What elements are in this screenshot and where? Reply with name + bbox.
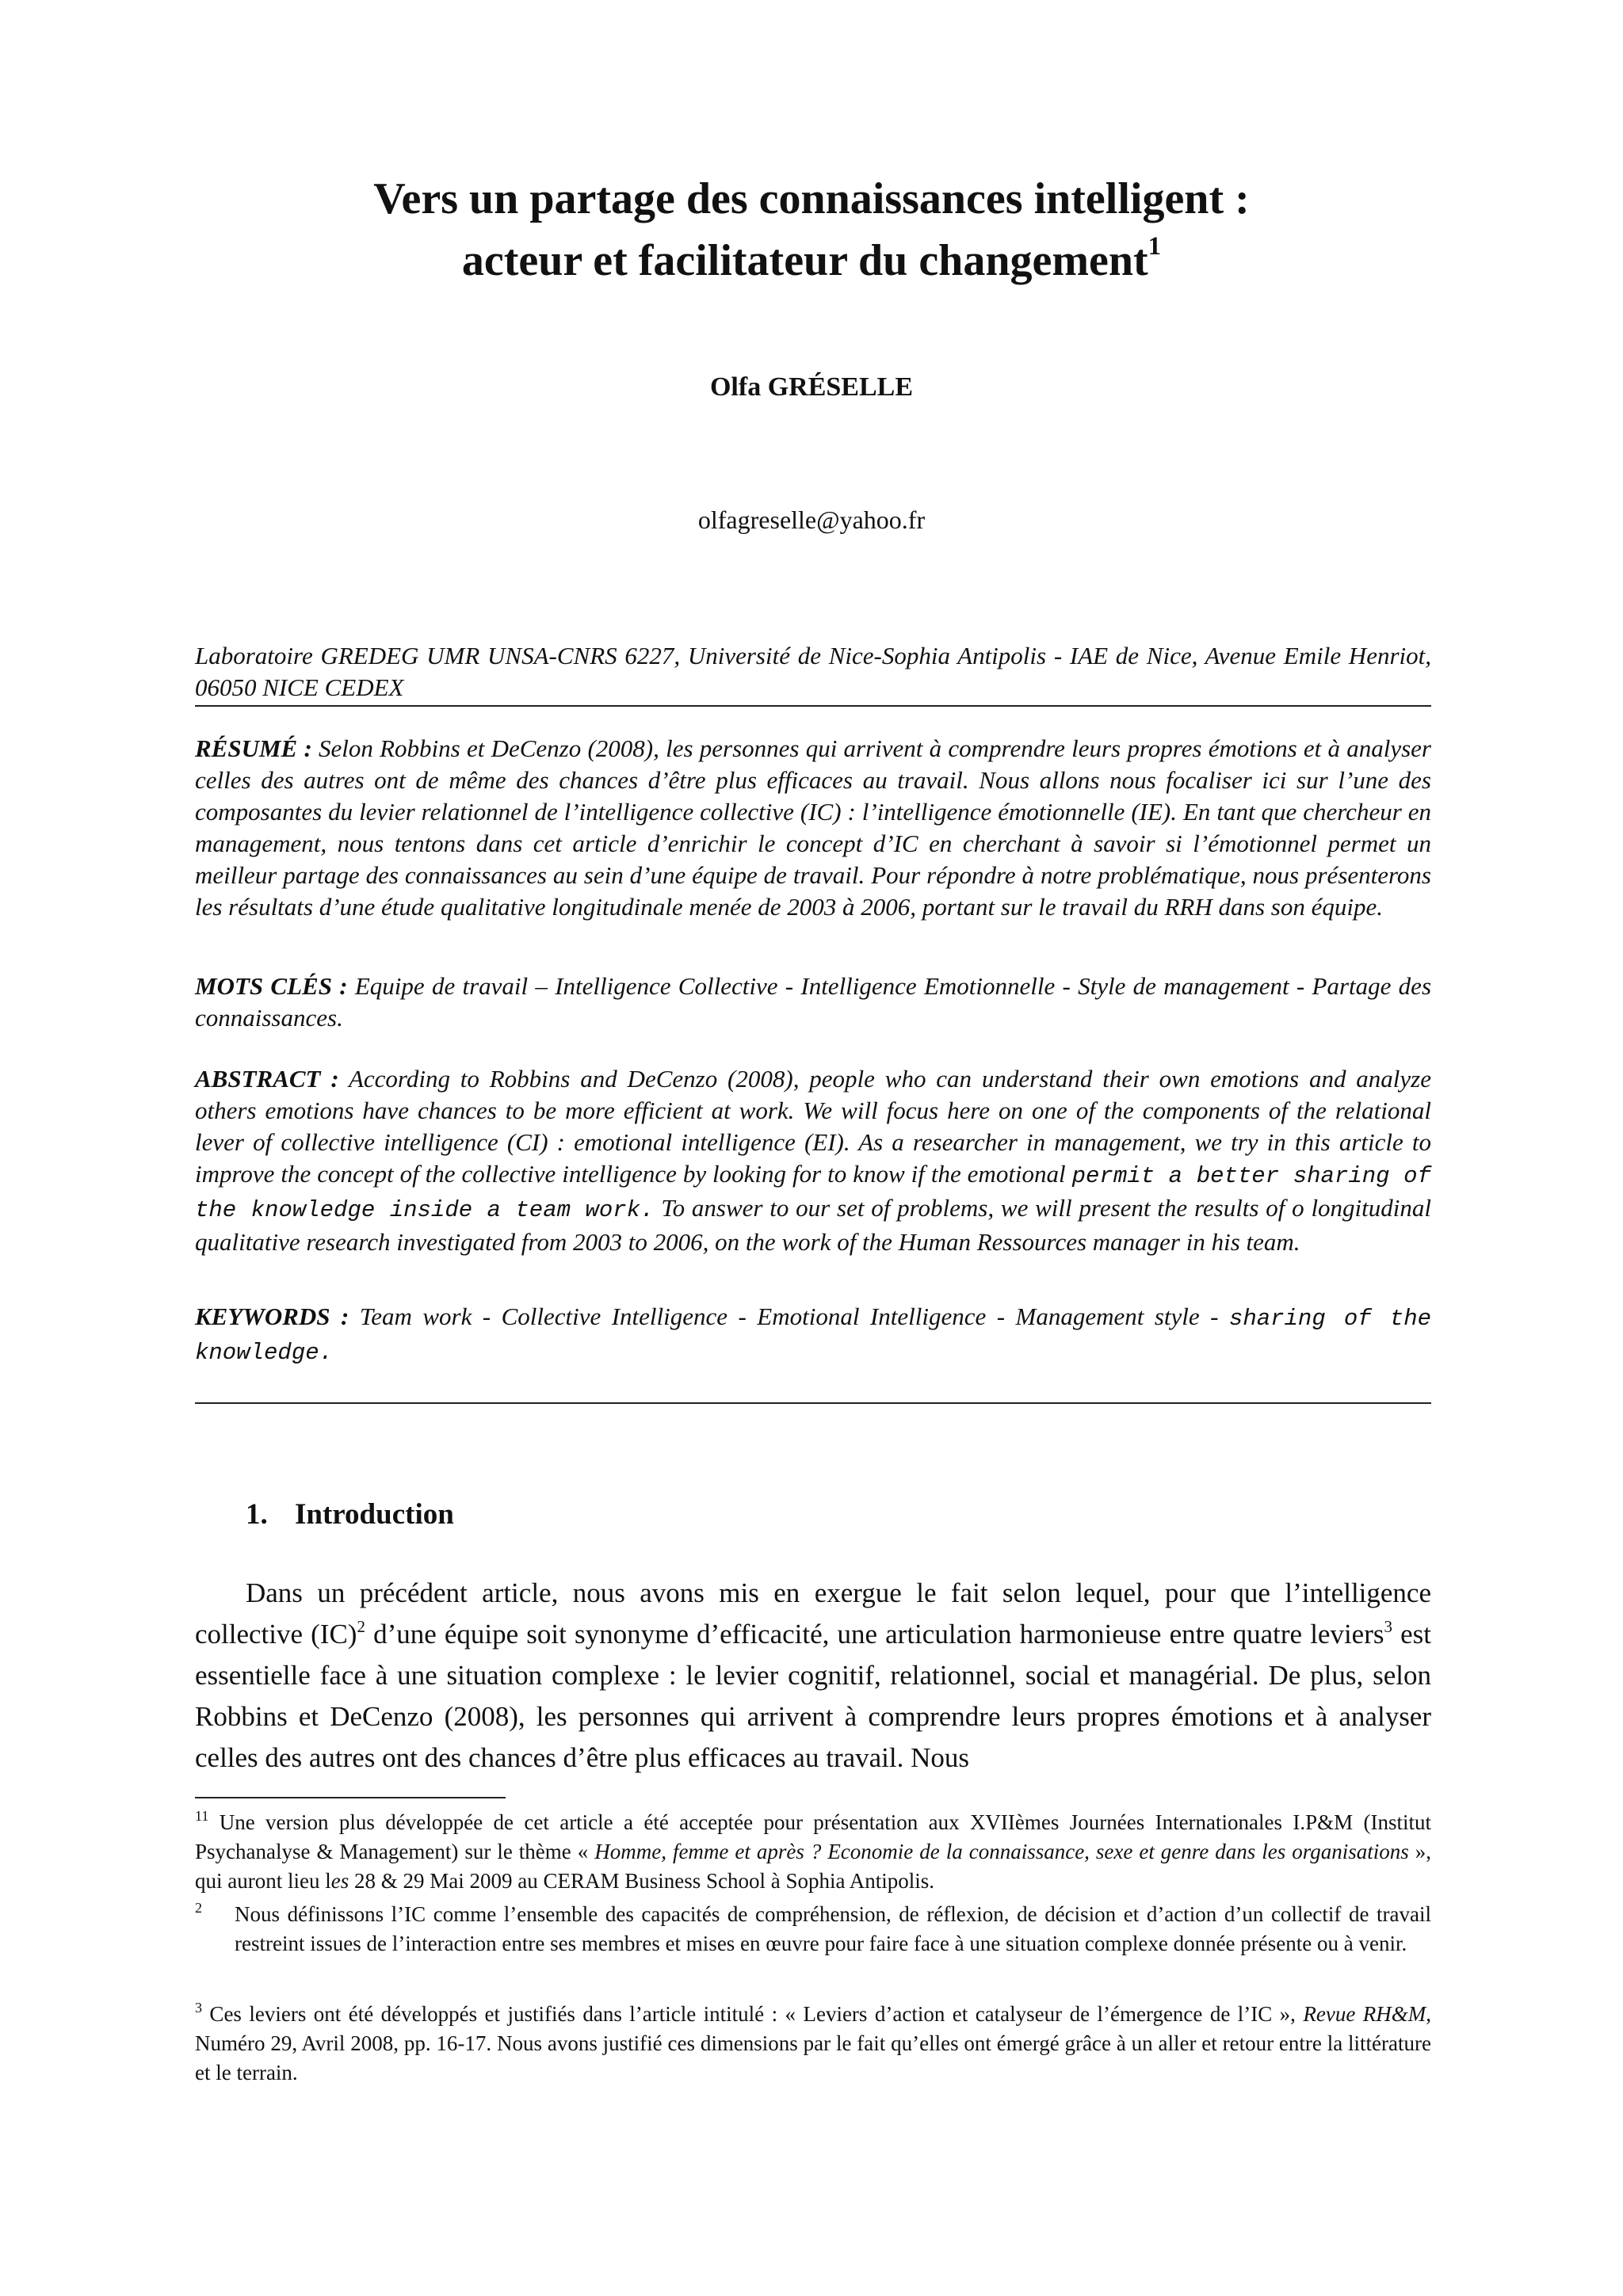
intro-text-2: d’une équipe soit synonyme d’efficacité, une articulation harmonieuse entre quatre leviers — [365, 1619, 1384, 1650]
resume-label: RÉSUMÉ : — [195, 734, 312, 762]
footnote-1-text-b: », qui auront lieu l — [195, 1840, 1431, 1893]
keywords-text-mono: sharing of the knowledge. — [195, 1306, 1432, 1366]
footnote-2 — [195, 1900, 1431, 1958]
intro-text-3: est essentielle face à une situation complexe : le levier cognitif, relationnel, social et managérial. De plus, selon Robbins et DeCenzo (2008), les personnes qui arrivent à comprendre leurs propres émotions et à analyser celles des autres ont des chances d’être plus efficaces au travail. Nous — [195, 1619, 1431, 1773]
keywords-text: Team work - Collective Intelligence - Emotional Intelligence - Management style - — [349, 1302, 1229, 1330]
footnote-1-text-c: 28 & 29 Mai 2009 au CERAM Business School à Sophia Antipolis. — [349, 1869, 934, 1893]
footnote-3-text-b: , Numéro 29, Avril 2008, pp. 16-17. Nous avons justifié ces dimensions par le fait qu’elles ont émergé grâce à un aller et retour entre la littérature et le terrain. — [195, 2002, 1431, 2084]
abstract-label: ABSTRACT : — [195, 1065, 339, 1093]
divider-top — [195, 705, 1431, 707]
abstract-text-1: According to Robbins and DeCenzo (2008), people who can understand their own emotions and analyze others emotions have chances to be more efficient at work. We will focus here on one of the components of the relational lever of collective intelligence (CI) : emotional intelligence (EI). As a researcher in management, we try in this article to improve the concept of the collective intelligence by looking for to know if the emotional — [195, 1065, 1431, 1188]
motscles-section — [195, 971, 1431, 1034]
intro-text-1: Dans un précédent article, nous avons mis en exergue le fait selon lequel, pour que l’intelligence collective (IC) — [195, 1577, 1431, 1650]
resume-text: Selon Robbins et DeCenzo (2008), les personnes qui arrivent à comprendre leurs propres émotions et à analyser celles des autres ont de même des chances d’être plus efficaces au travail. Nous allons nous focaliser ici sur l’une des composantes du levier relationnel de l’intelligence collective (IC) : l’intelligence émotionnelle (IE). En tant que chercheur en management, nous tentons dans cet article d’enrichir le concept d’IC en cherchant à savoir si l’émotionnel permet un meilleur partage des connaissances au sein d’une équipe de travail. Pour répondre à notre problématique, nous présenterons les résultats d’une étude qualitative longitudinale menée de 2003 à 2006, portant sur le travail du RRH dans son équipe. — [195, 734, 1431, 921]
motscles-label: MOTS CLÉS : — [195, 972, 348, 1000]
footnote-1-mark: 11 — [195, 1808, 209, 1824]
author-email[interactable]: olfagreselle@yahoo.fr — [697, 505, 926, 534]
footnote-1-text-a: Une version plus développée de cet article a été acceptée pour présentation aux XVIIèmes Journées Internationales I.P&M (Institut Psychanalyse & Management) sur le thème « — [195, 1810, 1431, 1863]
abstract-text-mono: permit a better sharing of the knowledge inside a team work. — [195, 1163, 1431, 1223]
section-title: Introduction — [295, 1498, 454, 1531]
footnote-1-theme: Homme, femme et après ? Economie de la connaissance, sexe et genre dans les organisations — [594, 1840, 1409, 1863]
author-name: Olfa GRÉSELLE — [709, 372, 913, 402]
footnote-3-journal: Revue RH&M — [1303, 2002, 1426, 2026]
footnote-3-text-a: Ces leviers ont été développés et justifiés dans l’article intitulé : « Leviers d’action et catalyseur de l’émergence de l’IC », — [202, 2002, 1304, 2026]
footnote-1 — [195, 1808, 1431, 1896]
resume-section — [195, 733, 1431, 923]
keywords-label: KEYWORDS : — [195, 1302, 349, 1330]
footnote-3-mark: 3 — [195, 2000, 202, 2016]
abstract-text-2: To answer to our set of problems, we will present the results of o longitudinal qualitative research investigated from 2003 to 2006, on the work of the Human Ressources manager in his team. — [195, 1194, 1432, 1256]
affiliation: Laboratoire GREDEG UMR UNSA-CNRS 6227, Université de Nice-Sophia Antipolis - IAE de Nice, Avenue Emile Henriot, 06050 NICE CEDEX — [195, 642, 1431, 701]
footnote-ref-2[interactable]: 2 — [357, 1617, 365, 1636]
footnote-3 — [195, 2000, 1431, 2088]
keywords-section — [195, 1301, 1431, 1369]
title-line-2: acteur et facilitateur du changement — [461, 236, 1148, 285]
section-number: 1. — [246, 1498, 268, 1531]
divider-bottom — [195, 1402, 1431, 1404]
title-footnote-mark[interactable]: 1 — [1148, 232, 1162, 261]
motscles-text: Equipe de travail – Intelligence Collective - Intelligence Emotionnelle - Style de management - Partage des connaissances. — [195, 972, 1432, 1032]
paper-title — [0, 168, 1623, 292]
footnote-ref-3[interactable]: 3 — [1384, 1617, 1392, 1636]
footnote-1-italic-es: es — [330, 1869, 349, 1893]
section-heading-introduction — [246, 1497, 454, 1531]
abstract-section — [195, 1063, 1431, 1258]
footnote-separator — [195, 1797, 506, 1798]
footnote-2-text: Nous définissons l’IC comme l’ensemble des capacités de compréhension, de réflexion, de décision et d’action d’un collectif de travail restreint issues de l’interaction entre ses membres et mises en œuvre pour faire face à une situation complexe donnée présente ou à venir. — [235, 1902, 1431, 1955]
introduction-paragraph — [195, 1573, 1431, 1779]
footnote-2-mark: 2 — [195, 1900, 202, 1916]
title-line-1: Vers un partage des connaissances intelligent : — [373, 174, 1250, 223]
